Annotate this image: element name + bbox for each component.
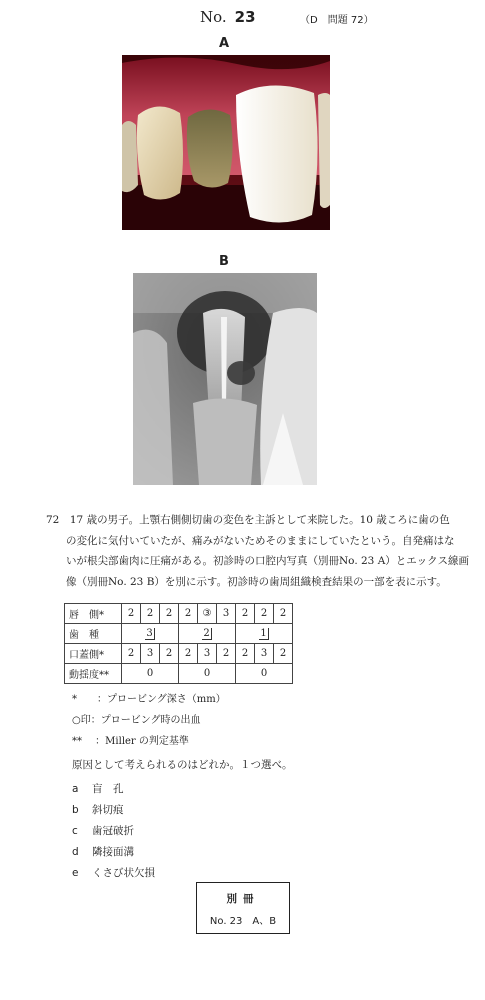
mobility-label: 動揺度** (65, 664, 122, 684)
question-number: 72 (46, 514, 60, 526)
appendix-ref: No. 23 A、B (209, 916, 277, 927)
option-a[interactable] (72, 781, 124, 796)
option-text: 盲 孔 (92, 783, 124, 795)
mobility-cell: 0 (236, 664, 293, 684)
palatal-cell: 3 (198, 644, 217, 664)
option-text: 斜切痕 (92, 804, 124, 816)
figure-b-label: B (219, 254, 229, 269)
labial-cell: 3 (217, 604, 236, 624)
tooth-number: 3 (146, 628, 153, 639)
tooth-number: 1 (260, 628, 267, 639)
tooth-number: 2 (203, 628, 210, 639)
palatal-cell: 2 (122, 644, 141, 664)
palatal-cell: 2 (236, 644, 255, 664)
palatal-row (65, 644, 293, 664)
palatal-cell: 3 (255, 644, 274, 664)
labial-cell-bleeding: ③ (198, 604, 217, 624)
option-key: b (72, 804, 79, 816)
question-line-1: 17 歳の男子。上顎右側側切歯の変色を主訴として来院した。10 歳ころに歯の色 (69, 514, 450, 526)
labial-cell: 2 (122, 604, 141, 624)
question-line: 像（別冊No. 23 B）を別に示す。初診時の歯周組織検査結果の一部を表に示す。 (66, 575, 447, 588)
mobility-cell: 0 (179, 664, 236, 684)
labial-cell: 2 (160, 604, 179, 624)
option-text: くさび状欠損 (92, 867, 155, 879)
option-key: e (72, 867, 79, 879)
option-b[interactable] (72, 802, 124, 817)
intraoral-photo-illustration (122, 55, 330, 230)
tooth-cell (179, 624, 236, 644)
section-label: （D 問題 72） (300, 15, 374, 26)
labial-cell: 2 (236, 604, 255, 624)
note-probing-depth: * ：プロービング深さ（mm） (72, 694, 226, 705)
page-number (200, 8, 256, 26)
labial-row (65, 604, 293, 624)
note-miller: ** ：Miller の判定基準 (72, 736, 189, 747)
page-number-label: No. (200, 8, 227, 26)
intraoral-photo (122, 55, 330, 230)
page-number-value: 23 (234, 8, 256, 26)
figure-a-label: A (219, 36, 230, 51)
note-bleeding: ○印：プロービング時の出血 (72, 715, 201, 726)
dental-xray-illustration (133, 273, 317, 485)
labial-cell: 2 (274, 604, 293, 624)
periodontal-table (64, 603, 293, 684)
question-line: の変化に気付いていたが、痛みがないためそのままにしていたという。自発痛はな (66, 534, 455, 547)
mobility-cell: 0 (122, 664, 179, 684)
labial-cell: 2 (179, 604, 198, 624)
palatal-cell: 2 (160, 644, 179, 664)
appendix-title: 別冊 (226, 893, 260, 905)
palatal-label: 口蓋側* (65, 644, 122, 664)
tooth-label: 歯 種 (65, 624, 122, 644)
option-key: a (72, 783, 79, 795)
palatal-cell: 2 (274, 644, 293, 664)
option-e[interactable] (72, 865, 155, 880)
option-text: 歯冠破折 (92, 825, 134, 837)
tooth-row (65, 624, 293, 644)
option-key: d (72, 846, 79, 858)
option-d[interactable] (72, 844, 134, 859)
palatal-cell: 3 (141, 644, 160, 664)
palatal-cell: 2 (217, 644, 236, 664)
question-text (46, 510, 469, 592)
appendix-box (196, 882, 290, 934)
dental-xray (133, 273, 317, 485)
option-key: c (72, 825, 78, 837)
question-line (46, 510, 456, 531)
palatal-cell: 2 (179, 644, 198, 664)
tooth-cell (236, 624, 293, 644)
question-line: いが根尖部歯肉に圧痛がある。初診時の口腔内写真（別冊No. 23 A）とエックス線画 (66, 555, 469, 567)
option-c[interactable] (72, 823, 134, 838)
labial-label: 唇 側* (65, 604, 122, 624)
tooth-cell (122, 624, 179, 644)
question-prompt: 原因として考えられるのはどれか。１つ選べ。 (72, 759, 293, 771)
labial-cell: 2 (255, 604, 274, 624)
mobility-row (65, 664, 293, 684)
option-text: 隣接面溝 (92, 846, 134, 858)
labial-cell: 2 (141, 604, 160, 624)
